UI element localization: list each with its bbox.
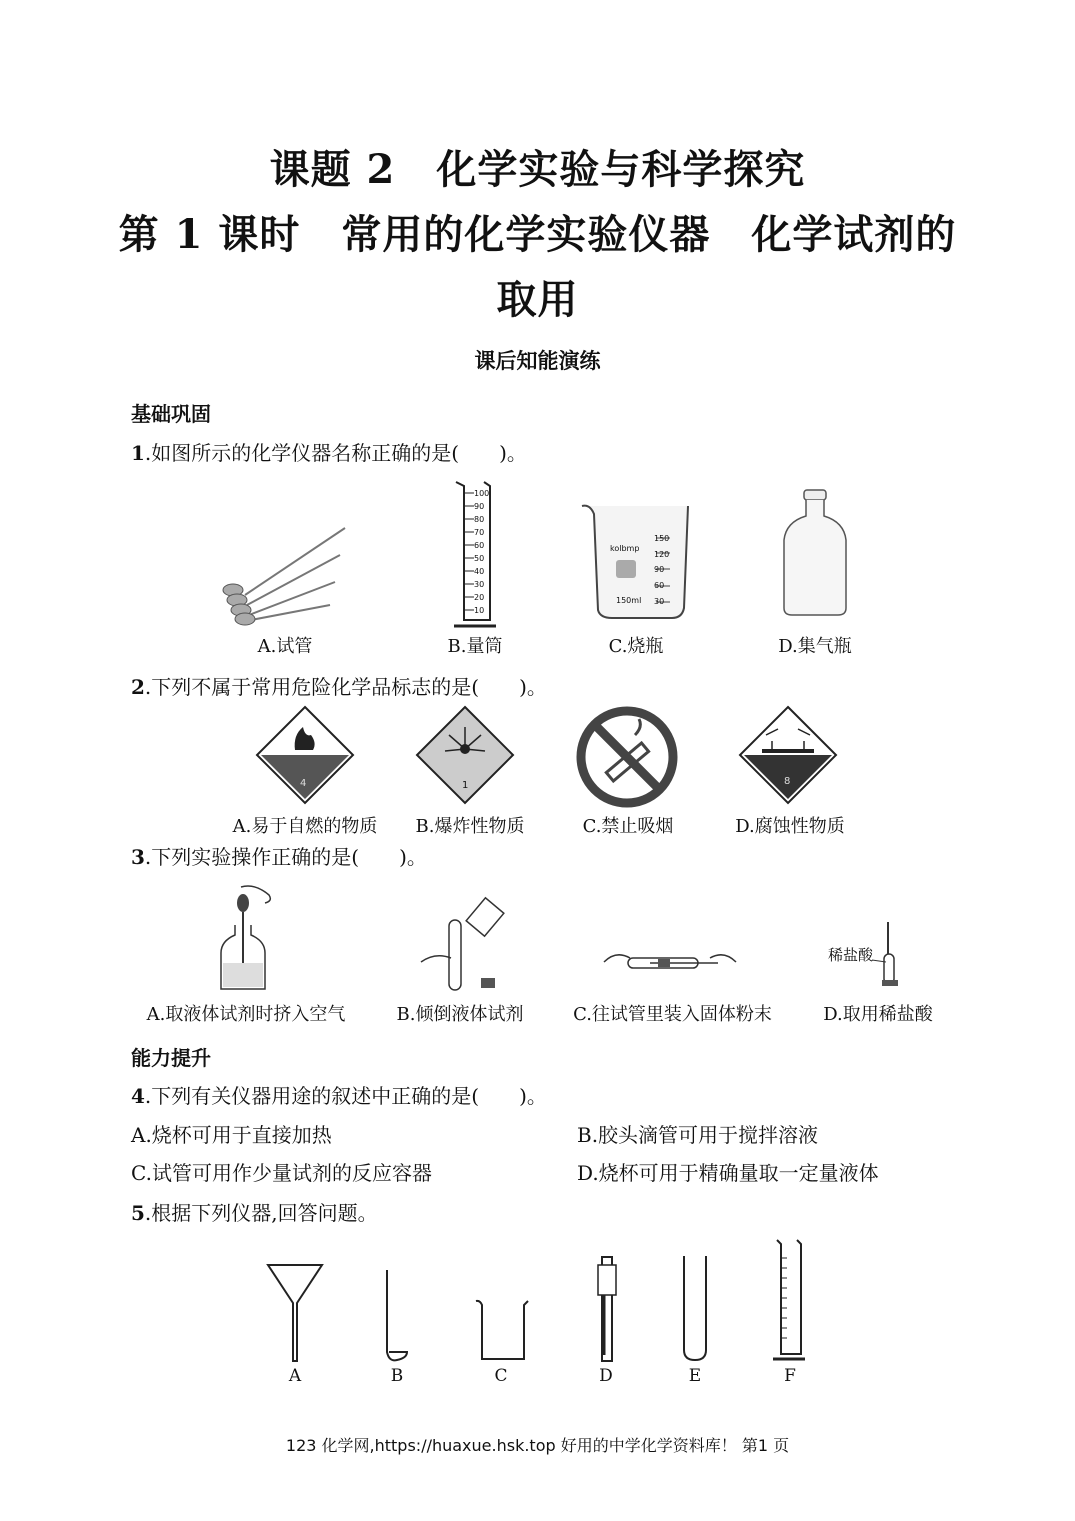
question-3 xyxy=(131,841,427,870)
pouring-liquid-image xyxy=(415,892,505,1002)
hand-icon xyxy=(710,955,736,962)
q1-caption-d: D.集气瓶 xyxy=(778,636,852,657)
question-text: .下列实验操作正确的是( )。 xyxy=(144,845,427,869)
tick-label: 30 xyxy=(474,580,485,589)
q3-caption-a: A.取液体试剂时挤入空气 xyxy=(146,1004,346,1025)
section-advanced: 能力提升 xyxy=(131,1046,211,1070)
page-title-line3: 取用 xyxy=(496,276,579,323)
question-4 xyxy=(131,1080,547,1109)
test-tube-holder-image xyxy=(592,1255,622,1365)
beaker-mark: 30 xyxy=(654,596,665,606)
question-number: 1 xyxy=(131,441,145,465)
q4-option-a: A.烧杯可用于直接加热 xyxy=(131,1123,332,1147)
sign-number: 8 xyxy=(784,776,791,787)
question-number: 5 xyxy=(131,1201,145,1225)
dilute-hcl-label: 稀盐酸 xyxy=(828,946,874,964)
question-text: .下列有关仪器用途的叙述中正确的是( )。 xyxy=(144,1084,547,1108)
tick-label: 10 xyxy=(474,606,485,615)
question-text: .下列不属于常用危险化学品标志的是( )。 xyxy=(144,675,547,699)
tick-label: 90 xyxy=(474,502,485,511)
spontaneous-combustion-sign xyxy=(255,705,355,805)
beaker-marks xyxy=(654,531,674,610)
beaker-mark: 150 xyxy=(654,534,670,543)
q4-option-b: B.胶头滴管可用于搅拌溶液 xyxy=(577,1123,819,1147)
beaker-mark: 90 xyxy=(654,565,665,575)
q4-option-d: D.烧杯可用于精确量取一定量液体 xyxy=(577,1161,879,1185)
q2-caption-a: A.易于自燃的物质 xyxy=(232,816,378,837)
apparatus-label-a: A xyxy=(288,1366,302,1386)
tick-label: 20 xyxy=(474,593,485,602)
powder-test-tube-image xyxy=(600,940,740,985)
q1-caption-b: B.量筒 xyxy=(447,636,503,657)
tick-label: 70 xyxy=(474,528,485,537)
q4-option-c: C.试管可用作少量试剂的反应容器 xyxy=(131,1161,432,1185)
q1-caption-c: C.烧瓶 xyxy=(608,636,664,657)
question-text: .根据下列仪器,回答问题。 xyxy=(144,1201,378,1225)
page-title-line1: 课题 2 化学实验与科学探究 xyxy=(269,146,806,193)
beaker-mark: 60 xyxy=(654,581,665,591)
page-title-line2: 第 1 课时 常用的化学实验仪器 化学试剂的 xyxy=(118,211,957,258)
hand-icon xyxy=(604,955,630,962)
q1-caption-a: A.试管 xyxy=(257,636,313,657)
tick-label: 40 xyxy=(474,567,485,576)
q2-caption-d: D.腐蚀性物质 xyxy=(735,816,845,837)
apparatus-label-f: F xyxy=(784,1366,796,1386)
sign-number: 4 xyxy=(300,778,307,789)
tick-label: 80 xyxy=(474,515,485,524)
tick-label: 50 xyxy=(474,554,485,563)
question-5 xyxy=(131,1197,378,1226)
dropper-into-tube-image xyxy=(878,920,908,988)
measuring-cylinder-image xyxy=(771,1238,807,1364)
section-subtitle: 课后知能演练 xyxy=(474,349,601,373)
question-number: 3 xyxy=(131,845,145,869)
small-beaker-image xyxy=(474,1299,530,1363)
test-tube-image xyxy=(681,1254,709,1364)
apparatus-label-d: D xyxy=(599,1366,613,1386)
q2-caption-c: C.禁止吸烟 xyxy=(582,816,674,837)
sign-number: 1 xyxy=(462,780,469,791)
dropper-bottle-image xyxy=(215,885,285,995)
question-1 xyxy=(131,437,527,466)
beaker-mark: 120 xyxy=(654,549,670,559)
apparatus-label-e: E xyxy=(688,1366,702,1386)
funnel-image xyxy=(266,1263,324,1363)
tick-label: 100 xyxy=(474,489,490,498)
apparatus-label-c: C xyxy=(494,1366,508,1386)
gas-bottle-image xyxy=(780,488,850,618)
cylinder-tick-labels xyxy=(474,487,494,617)
q3-caption-b: B.倾倒液体试剂 xyxy=(396,1004,524,1025)
no-smoking-sign xyxy=(575,705,679,809)
tick-label: 60 xyxy=(474,541,485,550)
page-footer: 123 化学网,https://huaxue.hsk.top 好用的中学化学资料库！ 第1 页 xyxy=(285,1436,790,1455)
droppers-image xyxy=(215,520,355,620)
question-number: 2 xyxy=(131,675,145,699)
spoon-image xyxy=(383,1268,409,1364)
corrosive-sign xyxy=(738,705,838,805)
question-2 xyxy=(131,671,547,700)
question-number: 4 xyxy=(131,1084,145,1108)
hand-icon xyxy=(421,956,451,962)
q3-caption-c: C.往试管里装入固体粉末 xyxy=(573,1004,772,1025)
beaker-volume: 150ml xyxy=(616,596,642,605)
question-text: .如图所示的化学仪器名称正确的是( )。 xyxy=(144,441,527,465)
beaker-brand: kolbmp xyxy=(610,544,640,553)
q2-caption-b: B.爆炸性物质 xyxy=(415,816,525,837)
section-basic: 基础巩固 xyxy=(131,402,211,426)
apparatus-label-b: B xyxy=(390,1366,404,1386)
q3-caption-d: D.取用稀盐酸 xyxy=(823,1004,933,1025)
